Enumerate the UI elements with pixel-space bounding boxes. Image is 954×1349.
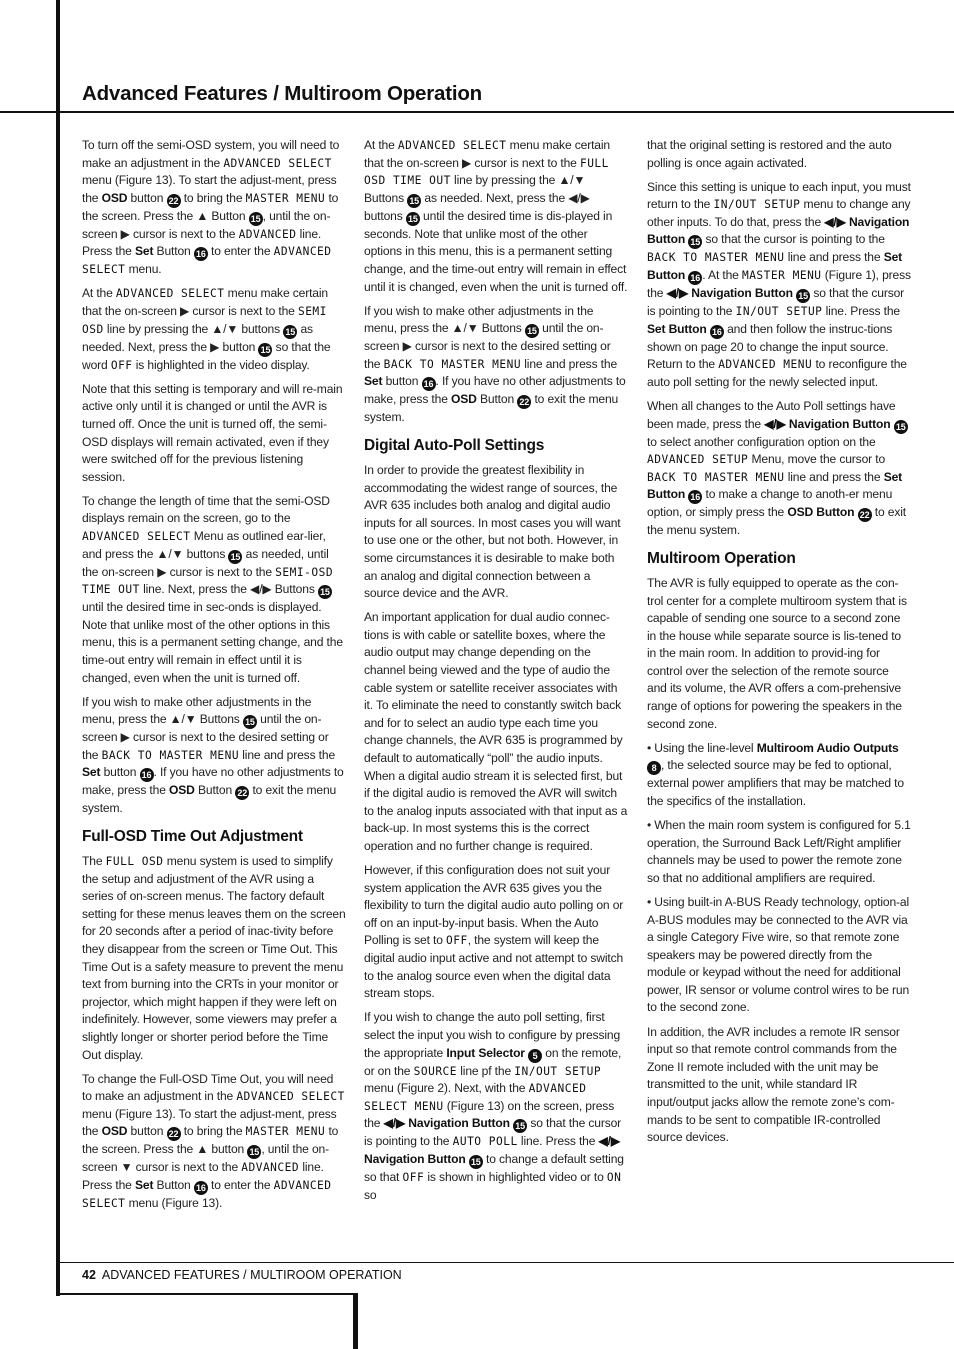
paragraph: The FULL OSD menu system is used to simplify the setup and adjustment of the AVR using a series of on-screen menus. The factory default setting for these menus leaves them on the screen for 20 seconds after a period of inac-tivity before they disappear from the screen or Time Out. This Time Out is a safety measure to prevent the menu text from burning into the CRTs in your monitor or projector, which might happen if they were left on indefinitely. However, some viewers may prefer a slightly longer or shorter period before the Time Out display. xyxy=(82,854,346,1062)
paragraph: However, if this configuration does not suit your system application the AVR 635 gives you the flexibility to turn the digital audio auto polling on or off on an input-by-input basis. When the Auto Polling is set to OFF, the system will keep the digital audio input active and not attempt to switch to the analog source even when the digital data stream stops. xyxy=(364,863,624,1001)
paragraph: Note that this setting is temporary and will re-main active only until it is changed or until the AVR is turned off. Once the unit is turned off, the semi-OSD displays will remain activated, even if they were switched off for the previous listening session. xyxy=(82,381,343,484)
paragraph: Since this setting is unique to each input, you must return to the IN/OUT SETUP menu to change any other inputs. To do that, press the ◀/▶ Navigation Button 15 so that the cursor is pointing to the BACK TO MASTER MENU line and press the Set Button 16 . At the MASTER MENU (Figure 1), press the ◀/▶ Navigation Button 15 so that the cursor is pointing to the IN/OUT SETUP line. Press the Set Button 16 and then follow the instruc-tions shown on page 20 to change the input source. Return to the ADVANCED MENU to reconfigure the auto poll setting for the newly selected input. xyxy=(647,179,911,389)
paragraph: At the ADVANCED SELECT menu make certain that the on-screen ▶ cursor is next to the FULL OSD TIME OUT line by pressing the ▲/▼ Buttons 15 as needed. Next, press the ◀/▶ buttons 15 until the desired time is dis-played in seconds. Note that unlike most of the other options in this menu, this is a permanent setting change, and the time-out entry will remain in effect until it is changed, even when the unit is turned off. xyxy=(364,138,628,294)
paragraph: When all changes to the Auto Poll settings have been made, press the ◀/▶ Navigation Button 15 to select another configuration option on the ADVANCED SETUP Menu, move the cursor to BACK TO MASTER MENU line and press the Set Button 16 to make a change to anoth-er menu option, or simply press the OSD Button 22 to exit the menu system. xyxy=(647,398,907,538)
paragraph: To change the Full-OSD Time Out, you will need to make an adjustment in the ADVANCED SELECT menu (Figure 13). To start the adjust-ment, press the OSD button 22 to bring the MASTER MENU to the screen. Press the ▲ button 15 , until the on-screen ▼ cursor is next to the ADVANCED line. Press the Set Button 16 to enter the ADVANCED SELECT menu (Figure 13). xyxy=(82,1071,345,1211)
paragraph: In order to provide the greatest flexibility in accommodating the widest range of sources, the AVR 635 includes both analog and digital audio inputs for all sources. In most cases you will want to use one or the other, but not both. However, in some circumstances it is desirable to make both an analog and digital connection between a source device and the AVR. xyxy=(364,463,621,601)
header-rule xyxy=(0,111,954,113)
text-column-1 xyxy=(82,137,346,1219)
paragraph: that the original setting is restored and the auto polling is once again activated. xyxy=(647,138,892,170)
footer-rule xyxy=(56,1262,954,1263)
paragraph: At the ADVANCED SELECT menu make certain that the on-screen ▶ cursor is next to the SEMI OSD line by pressing the ▲/▼ buttons 15 as needed. Next, press the ▶ button 15 so that the word OFF is highlighted in the video display. xyxy=(82,286,331,372)
page-title: Advanced Features / Multiroom Operation xyxy=(82,82,482,105)
paragraph: • Using built-in A-BUS Ready technology, option-al A-BUS modules may be connected to the AVR via a single Category Five wire, so that remote zone speakers may be powered directly from the module or keypad without the need for additional power, IR sensor or volume control wires to be run to the second zone. xyxy=(647,894,910,1015)
paragraph: • When the main room system is configured for 5.1 operation, the Surround Back Left/Right amplifier channels may be used to power the remote zone so that no additional amplifiers are required. xyxy=(647,818,911,885)
text-column-3 xyxy=(647,137,911,1153)
paragraph: The AVR is fully equipped to operate as the con-trol center for a complete multiroom system that is capable of sending one source to a second zone in the house while separate source is lis-tened to in the main room. In addition to provid-ing for control over the selection of the remote source and its volume, the AVR offers a com-prehensive range of options for powering the speakers in the second zone. xyxy=(647,575,907,731)
section-heading: Full-OSD Time Out Adjustment xyxy=(82,828,303,846)
page-footer xyxy=(82,1268,402,1282)
footer-tab-bar xyxy=(353,1294,358,1349)
paragraph: In addition, the AVR includes a remote IR sensor input so that remote control commands from the Zone II remote included with the unit may be transmitted to the unit, while standard IR input/output jacks allow the remote zone’s com-mands to be sent to compatible IR-controlled source devices. xyxy=(647,1024,900,1145)
paragraph: To change the length of time that the semi-OSD displays remain on the screen, go to the ADVANCED SELECT Menu as outlined ear-lier, and press the ▲/▼ buttons 15 as needed, until the on-screen ▶ cursor is next to the SEMI-OSD TIME OUT line. Next, press the ◀/▶ Buttons 15 until the desired time in sec-onds is displayed. Note that unlike most of the other options in this menu, this is a permanent setting change, and the time-out entry will remain in effect until it is changed, even when the unit is turned off. xyxy=(82,493,343,685)
text-column-2 xyxy=(364,137,628,1211)
paragraph: If you wish to make other adjustments in the menu, press the ▲/▼ Buttons 15 until the on-screen ▶ cursor is next to the desired setting or the BACK TO MASTER MENU line and press the Set button 16 . If you have no other adjustments to make, press the OSD Button 22 to exit the menu system. xyxy=(364,303,626,425)
page-edge-bar xyxy=(56,0,60,1296)
paragraph: An important application for dual audio connec-tions is with cable or satellite boxes, where the audio output may change depending on the channel being viewed and the type of audio the cable system or satellite receiver associates with it. To eliminate the need to constantly switch back and for to select an audio type each time you change channels, the AVR 635 is programmed by default to automatically “poll” the audio inputs. When a digital audio stream it is selected first, but if the digital audio is removed the AVR will switch to the analog inputs associated with that input as a back-up. In most systems this is the correct operation and no further change is required. xyxy=(364,610,628,853)
section-heading: Multiroom Operation xyxy=(647,549,796,567)
section-heading: Digital Auto-Poll Settings xyxy=(364,437,545,455)
paragraph: If you wish to change the auto poll setting, first select the input you wish to configure by pressing the appropriate Input Selector 5 on the remote, or on the SOURCE line pf the IN/OUT SETUP menu (Figure 2). Next, with the ADVANCED SELECT MENU (Figure 13) on the screen, press the ◀/▶ Navigation Button 15 so that the cursor is pointing to the AUTO POLL line. Press the ◀/▶ Navigation Button 15 to change a default setting so that OFF is shown in highlighted video or to ON so xyxy=(364,1010,624,1202)
paragraph: If you wish to make other adjustments in the menu, press the ▲/▼ Buttons 15 until the on-screen ▶ cursor is next to the desired setting or the BACK TO MASTER MENU line and press the Set button 16 . If you have no other adjustments to make, press the OSD Button 22 to exit the menu system. xyxy=(82,694,344,816)
paragraph: To turn off the semi-OSD system, you will need to make an adjustment in the ADVANCED SELECT menu (Figure 13). To start the adjust-ment, press the OSD button 22 to bring the MASTER MENU to the screen. Press the ▲ Button 15 , until the on-screen ▶ cursor is next to the ADVANCED line. Press the Set Button 16 to enter the ADVANCED SELECT menu. xyxy=(82,138,340,277)
footer-section-label: ADVANCED FEATURES / MULTIROOM OPERATION xyxy=(101,1268,402,1282)
page-number: 42 xyxy=(82,1268,96,1282)
footer-tab-rule xyxy=(56,1293,358,1295)
paragraph: • Using the line-level Multiroom Audio Outputs 8 , the selected source may be fed to optional, external power amplifiers that may be matched to the specifics of the installation. xyxy=(647,740,904,808)
